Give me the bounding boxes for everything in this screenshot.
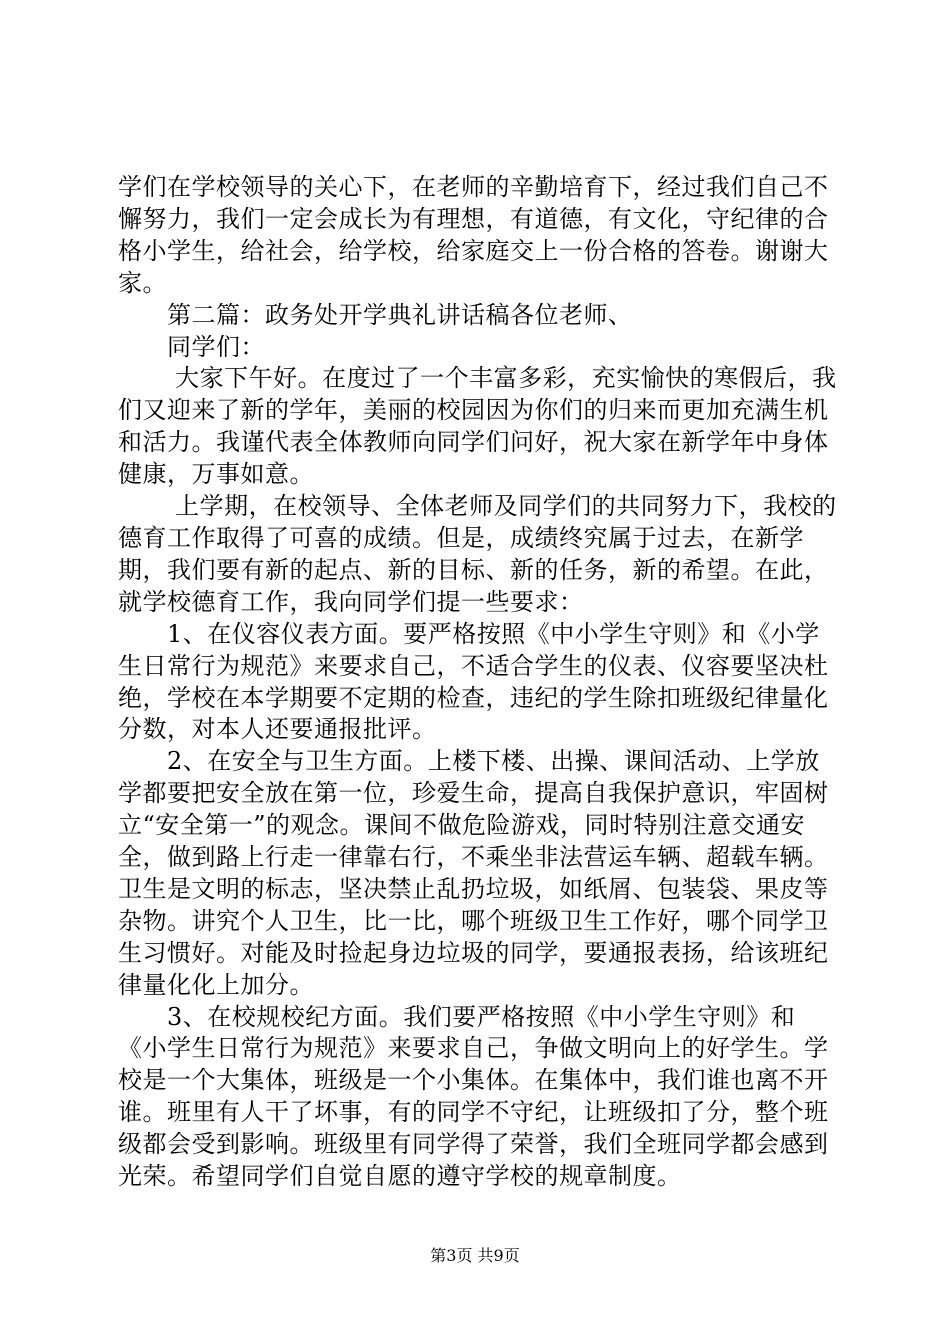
paragraph: 第二篇：政务处开学典礼讲话稿各位老师、 [118, 300, 633, 329]
paragraph: 2、在安全与卫生方面。上楼下楼、出操、课间活动、上学放学都要把安全放在第一位，珍爱生命，提高自我保护意识，牢固树立“安全第一”的观念。课间不做危险游戏，同时特别注意交通安全，做到路上行走一律靠右行，不乘坐非法营运车辆、超载车辆。卫生是文明的标志，坚决禁止乱扔垃圾，如纸屑、包装袋、果皮等杂物。讲究个人卫生，比一比，哪个班级卫生工作好，哪个同学卫生习惯好。对能及时捡起身边垃圾的同学，要通报表扬，给该班纪律量化化上加分。 [118, 747, 829, 999]
paragraph: 1、在仪容仪表方面。要严格按照《中小学生守则》和《小学生日常行为规范》来要求自己，不适合学生的仪表、仪容要坚决杜绝，学校在本学期要不定期的检查，违纪的学生除扣班级纪律量化分数，对本人还要通报批评。 [118, 619, 829, 744]
paragraph: 上学期，在校领导、全体老师及同学们的共同努力下，我校的德育工作取得了可喜的成绩。但是，成绩终究属于过去，在新学期，我们要有新的起点、新的目标、新的任务，新的希望。在此，就学校德育工作，我向同学们提一些要求： [118, 492, 837, 616]
page-number-label: 第3页 共9页 [430, 1246, 520, 1265]
paragraph: 学们在学校领导的关心下，在老师的辛勤培育下，经过我们自己不懈努力，我们一定会成长为有理想，有道德，有文化，守纪律的合格小学生，给社会，给学校，给家庭交上一份合格的答卷。谢谢大家。 [118, 173, 829, 297]
document-body [118, 172, 838, 1193]
page-footer [0, 1246, 950, 1266]
paragraph: 3、在校规校纪方面。我们要严格按照《中小学生守则》和《小学生日常行为规范》来要求自己，争做文明向上的好学生。学校是一个大集体，班级是一个小集体。在集体中，我们谁也离不开谁。班里有人干了坏事，有的同学不守纪，让班级扣了分，整个班级都会受到影响。班级里有同学得了荣誉，我们全班同学都会感到光荣。希望同学们自觉自愿的遵守学校的规章制度。 [118, 1002, 829, 1191]
paragraph: 同学们： [118, 332, 265, 361]
paragraph: 大家下午好。在度过了一个丰富多彩，充实愉快的寒假后，我们又迎来了新的学年，美丽的校园因为你们的归来而更加充满生机和活力。我谨代表全体教师向同学们问好，祝大家在新学年中身体健康，万事如意。 [118, 364, 837, 489]
